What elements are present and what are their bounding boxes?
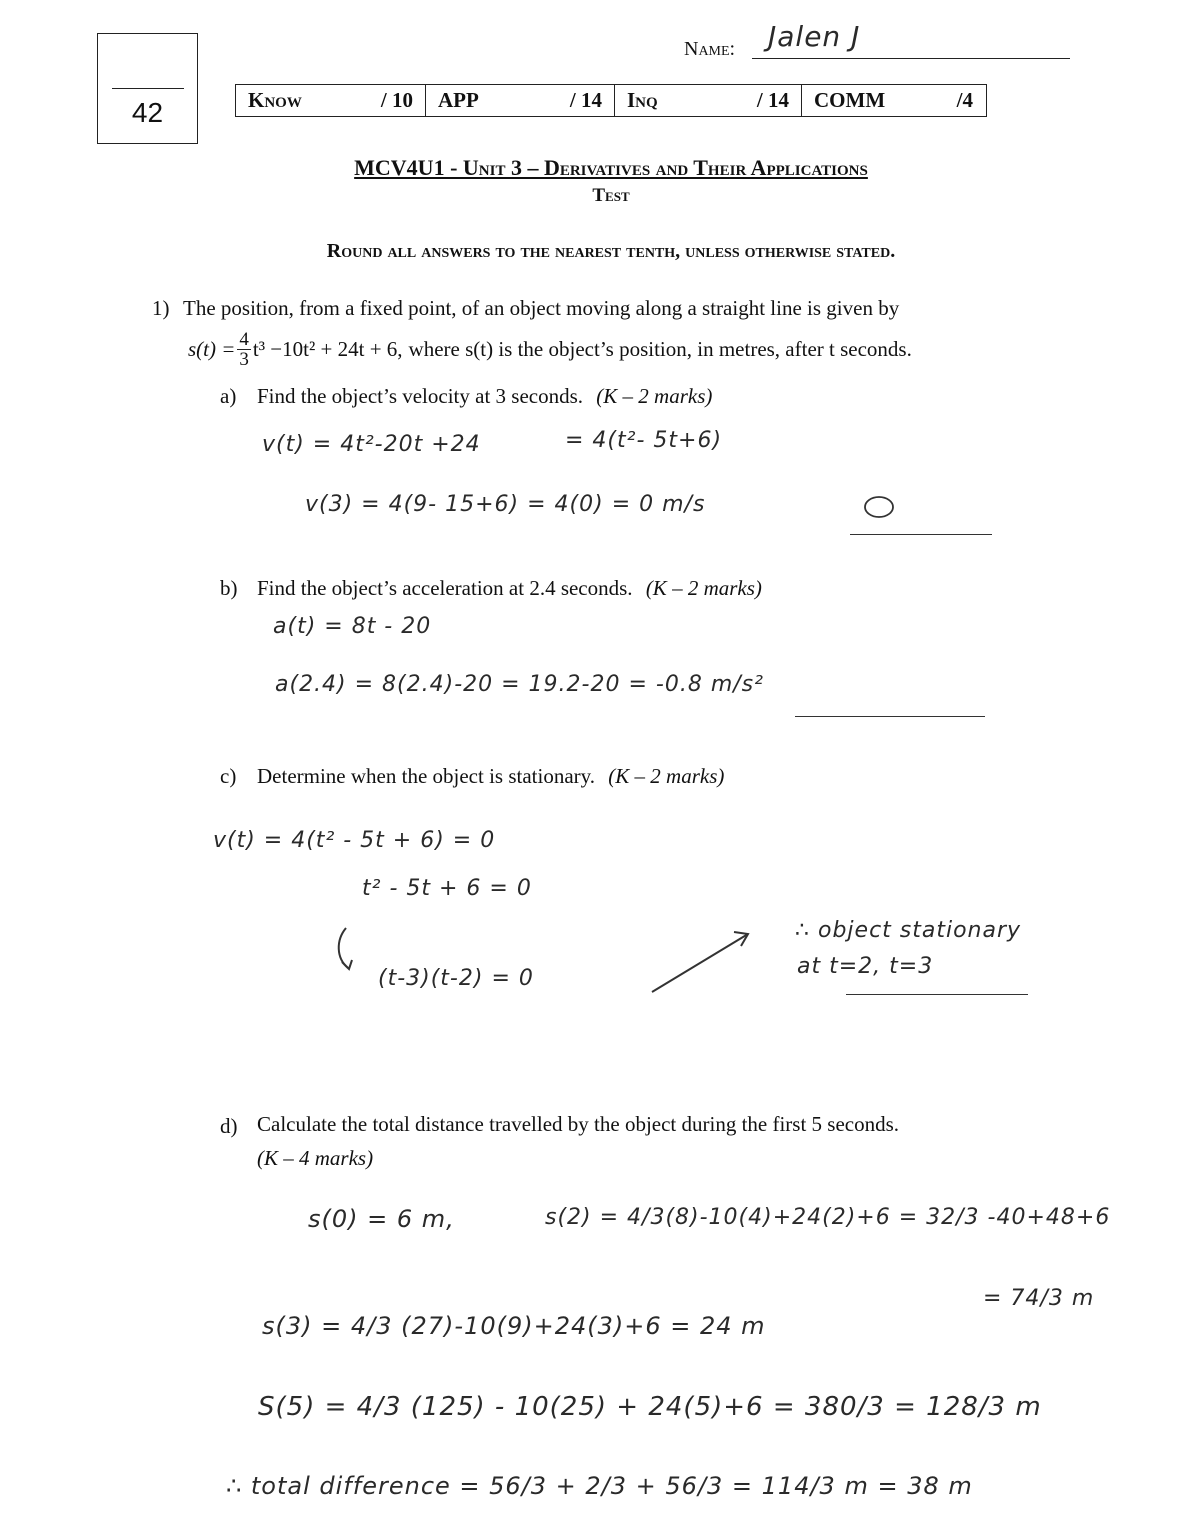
part-d-label: d): [220, 1114, 238, 1138]
work-c-line2: t² - 5t + 6 = 0: [362, 876, 532, 901]
name-label: Name:: [684, 38, 736, 60]
work-a-line1: v(t) = 4t²-20t +24: [262, 432, 481, 457]
part-d-text: Calculate the total distance travelled by the object during the first 5 seconds.: [257, 1112, 900, 1136]
work-a-line2: = 4(t²- 5t+6): [565, 428, 723, 453]
work-d-s3: s(3) = 4/3 (27)-10(9)+24(3)+6 = 24 m: [262, 1312, 766, 1340]
question-number: 1): [152, 296, 170, 320]
circle-mark-icon: [865, 497, 893, 517]
marks-out-of: / 14: [756, 88, 789, 112]
score-value: 42: [131, 97, 164, 128]
equation-fraction: $\frac{4}{3}$: [239, 329, 249, 370]
work-d-s2-result: = 74/3 m: [983, 1286, 1095, 1311]
question-stem-line1: The position, from a fixed point, of an object moving along a straight line is given by: [183, 296, 900, 320]
part-c-label: c): [220, 764, 237, 788]
test-title: MCV4U1 - Unit 3 – Derivatives and Their Applications: [354, 155, 868, 180]
work-c-conclusion: ∴ object stationary: [795, 918, 1022, 943]
equation-description: where s(t) is the object’s position, in metres, after t seconds.: [408, 337, 912, 361]
work-d-s2: s(2) = 4/3(8)-10(4)+24(2)+6 = 32/3 -40+48+6: [545, 1205, 1111, 1230]
marks-out-of: /4: [956, 88, 973, 112]
marks-out-of: / 14: [569, 88, 602, 112]
work-d-total: ∴ total difference = 56/3 + 2/3 + 56/3 = 114/3 m = 38 m: [226, 1472, 973, 1500]
equation-prefix: s(t) =: [188, 337, 236, 361]
arrow-icon: [652, 934, 748, 992]
part-a-label: a): [220, 384, 237, 408]
work-c-times: at t=2, t=3: [797, 954, 934, 979]
work-c-line3: (t-3)(t-2) = 0: [378, 966, 534, 991]
part-a-text: Find the object’s velocity at 3 seconds. (K – 2 marks): [257, 384, 713, 408]
equation-rest: t³ −10t² + 24t + 6,: [252, 337, 403, 361]
marks-label: Know: [248, 88, 302, 112]
part-d-marks: (K – 4 marks): [257, 1146, 374, 1170]
work-b-line1: a(t) = 8t - 20: [273, 614, 432, 639]
work-c-line1: v(t) = 4(t² - 5t + 6) = 0: [213, 828, 496, 853]
marks-out-of: / 10: [380, 88, 413, 112]
marks-label: Inq: [627, 88, 658, 112]
instruction: Round all answers to the nearest tenth, unless otherwise stated.: [326, 240, 896, 262]
work-d-s0: s(0) = 6 m,: [308, 1205, 455, 1233]
part-c-text: Determine when the object is stationary. (K – 2 marks): [257, 764, 725, 788]
work-b-line2: a(2.4) = 8(2.4)-20 = 19.2-20 = -0.8 m/s²: [275, 672, 764, 697]
part-b-label: b): [220, 576, 238, 600]
work-a-line3: v(3) = 4(9- 15+6) = 4(0) = 0 m/s: [305, 492, 706, 517]
test-subtitle: Test: [592, 185, 630, 206]
work-d-s5: S(5) = 4/3 (125) - 10(25) + 24(5)+6 = 380/3 = 128/3 m: [258, 1392, 1042, 1422]
part-b-text: Find the object’s acceleration at 2.4 seconds. (K – 2 marks): [257, 576, 762, 600]
marks-label: COMM: [814, 88, 886, 112]
name-value: Jalen J: [768, 20, 861, 53]
marks-label: APP: [438, 88, 479, 112]
